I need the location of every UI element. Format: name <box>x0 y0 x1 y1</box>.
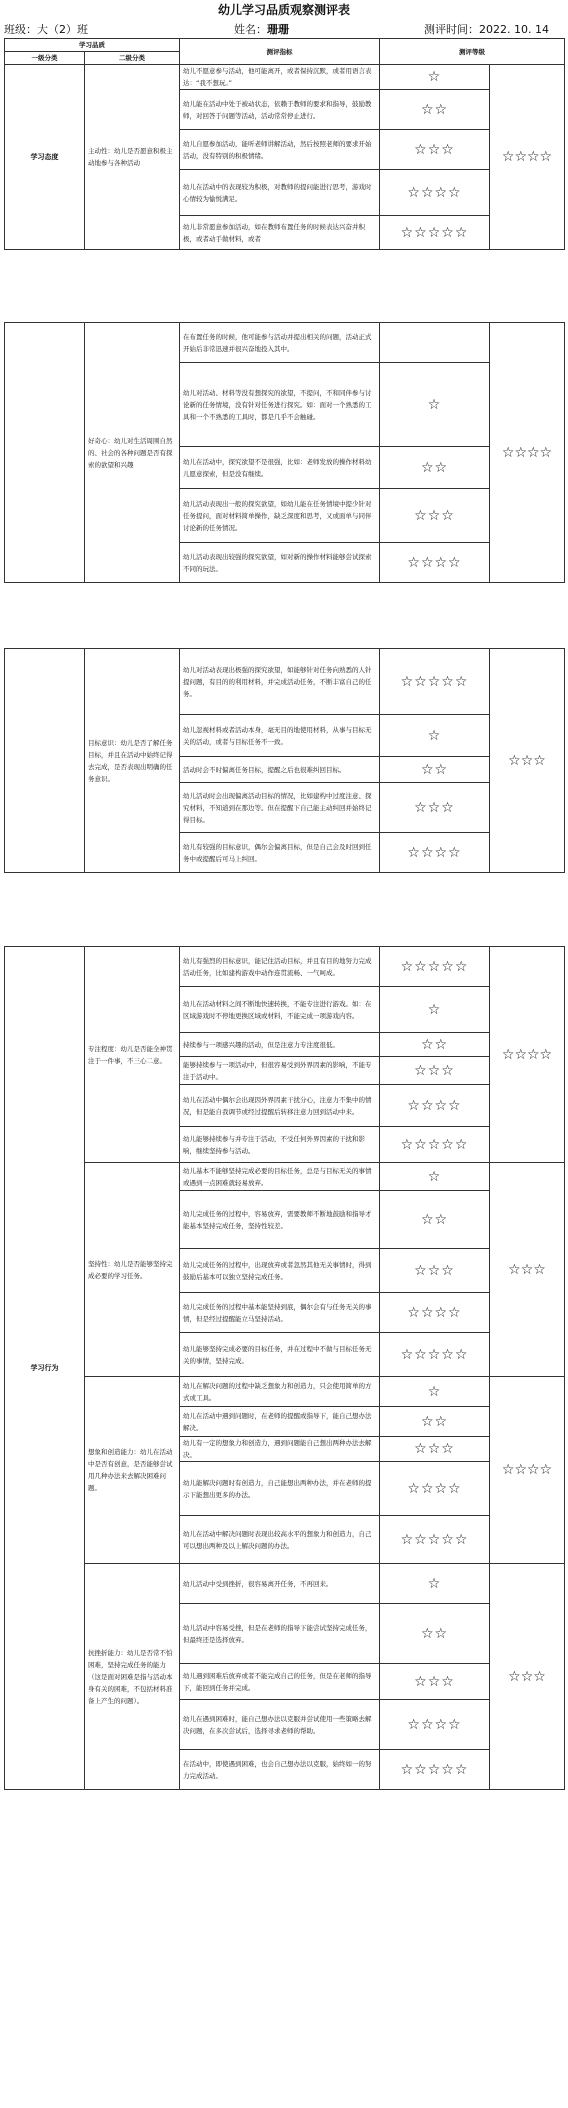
indicator-text: 幼儿能够持续参与并专注于活动，不受任何外界因素的干扰和影响，继续坚持参与活动。 <box>180 1127 380 1163</box>
table-row <box>5 947 565 987</box>
level1-category: 学习态度 <box>5 65 85 250</box>
star-rating-icon: ☆☆☆☆☆ <box>380 649 490 715</box>
table-row <box>5 1564 565 1604</box>
table-row <box>5 65 565 90</box>
star-rating-icon: ☆☆☆☆☆ <box>380 1750 490 1790</box>
table-row <box>5 1163 565 1191</box>
indicator-text: 幼儿在活动中，探究欲望不是很强，比如：老师发放的操作材料幼儿愿意探索，但是没有继续。 <box>180 447 380 489</box>
header-indicator: 测评指标 <box>180 39 380 65</box>
star-rating-icon: ☆ <box>380 987 490 1033</box>
assessed-grade-icon: ☆☆☆☆ <box>490 947 565 1163</box>
indicator-text: 幼儿活动表现出一般的探究欲望，如幼儿能在任务情境中提少针对任务提问，面对材料简单操作，缺乏深度和思考，又或面单与同伴讨论新的任务情况。 <box>180 489 380 543</box>
assessed-grade-icon: ☆☆☆ <box>490 649 565 873</box>
indicator-text: 幼儿在活动中解决问题时表现出较高水平的想象力和创造力，自己可以想出两种及以上解决问题的办法。 <box>180 1516 380 1564</box>
assessed-grade-icon: ☆☆☆ <box>490 1564 565 1790</box>
star-rating-icon: ☆ <box>380 1377 490 1407</box>
indicator-text: 在布置任务的时候，他可能参与活动并提出相关的问题，活动正式开始后非常迅速并很兴奋地投入其中。 <box>180 323 380 363</box>
star-rating-icon: ☆☆ <box>380 1604 490 1664</box>
indicator-text: 幼儿能在活动中处于被动状态，依赖于教师的要求和指导，鼓励教师，对回答于问题等活动，活动常常停止进行。 <box>180 90 380 130</box>
indicator-text: 幼儿忽视材料或者活动本身，毫无目的地使用材料，从事与目标无关的活动，或者与目标任务不一致。 <box>180 715 380 757</box>
indicator-text: 幼儿有较强的目标意识，偶尔会偏离目标，但是自己会及时回到任务中或提醒后可马上纠回。 <box>180 833 380 873</box>
level1-category <box>5 323 85 583</box>
evaluation-table-3 <box>4 648 565 873</box>
star-rating-icon: ☆☆☆☆ <box>380 1462 490 1516</box>
indicator-text: 幼儿非常愿意参加活动，如在教师布置任务的时候表达兴奋并积极，或者动手做材料，或者 <box>180 216 380 250</box>
assessed-grade-icon: ☆☆☆☆ <box>490 65 565 250</box>
indicator-text: 幼儿在遇到困难时，能自己想办法以克服并尝试使用一些策略去解决问题，在多次尝试后，选择寻求老师的帮助。 <box>180 1700 380 1750</box>
indicator-text: 幼儿在解决问题的过程中缺乏想象力和创造力，只会使用简单的方式或工具。 <box>180 1377 380 1407</box>
star-rating-icon: ☆☆☆ <box>380 1057 490 1085</box>
indicator-text: 幼儿有一定的想象力和创造力，遇到问题能自己想出两种办法去解决。 <box>180 1437 380 1462</box>
indicator-text: 活动时会不时偏离任务目标，提醒之后也很难纠回目标。 <box>180 757 380 783</box>
star-rating-icon: ☆☆ <box>380 447 490 489</box>
indicator-text: 持续参与一项感兴趣的活动，但是注意力专注度很低。 <box>180 1033 380 1057</box>
indicator-text: 幼儿自愿参加活动，能听老师讲解活动，然后按照老师的要求开始活动，没有特别的积极情绪。 <box>180 130 380 170</box>
evaluation-table-4 <box>4 946 565 1790</box>
star-rating-icon: ☆☆☆☆ <box>380 1293 490 1333</box>
name-field <box>234 22 289 38</box>
star-rating-icon: ☆☆☆☆☆ <box>380 1127 490 1163</box>
assessed-grade-icon: ☆☆☆ <box>490 1163 565 1377</box>
star-rating-icon: ☆☆ <box>380 90 490 130</box>
indicator-text: 幼儿活动中受到挫折，很容易离开任务，不再回来。 <box>180 1564 380 1604</box>
star-rating-icon: ☆☆☆ <box>380 1437 490 1462</box>
star-rating-icon: ☆☆☆☆ <box>380 1085 490 1127</box>
header-level1: 一级分类 <box>5 52 85 65</box>
star-rating-icon: ☆☆☆☆ <box>380 1700 490 1750</box>
star-rating-icon: ☆ <box>380 1564 490 1604</box>
date-field <box>424 22 549 38</box>
star-rating-icon: ☆☆☆ <box>380 1249 490 1293</box>
level1-category: 学习行为 <box>5 947 85 1790</box>
level2-category: 目标意识：幼儿是否了解任务目标，并且在活动中始终记得去完成，是否表现出明确的任务意识。 <box>85 649 180 873</box>
assessed-grade-icon: ☆☆☆☆ <box>490 1377 565 1564</box>
level2-category: 主动性：幼儿是否愿意积极主动地参与各种活动 <box>85 65 180 250</box>
indicator-text: 幼儿能够坚持完成必要的目标任务，并在过程中不做与目标任务无关的事情，坚持完成。 <box>180 1333 380 1377</box>
star-rating-icon: ☆☆☆ <box>380 489 490 543</box>
header-grade: 测评等级 <box>380 39 565 65</box>
indicator-text: 幼儿活动表现出较强的探究欲望，如对新的操作材料能够尝试探索不同的玩法。 <box>180 543 380 583</box>
header-level2: 二级分类 <box>85 52 180 65</box>
indicator-text: 幼儿遇到困难后放弃或者不能完成自己的任务，但是在老师的指导下，能回到任务并完成。 <box>180 1664 380 1700</box>
star-rating-icon: ☆☆☆☆ <box>380 543 490 583</box>
indicator-text: 幼儿活动中容易受挫，但是在老师的指导下能尝试坚持完成任务，但最终还是选择放弃。 <box>180 1604 380 1664</box>
star-rating-icon: ☆☆☆☆ <box>380 170 490 216</box>
star-rating-icon: ☆ <box>380 715 490 757</box>
indicator-text: 幼儿在活动材料之间不断地快速转换，不能专注进行游戏。如：在区域游戏时不停地更换区域或材料，不能完成一项游戏内容。 <box>180 987 380 1033</box>
indicator-text: 幼儿对活动、材料等没有想探究的欲望，不提问，不和同伴参与讨论新的任务情境，没有针对任务进行探究。如：面对一个熟悉的工具和一个不熟悉的工具时，都是几乎不会触碰。 <box>180 363 380 447</box>
indicator-text: 幼儿完成任务的过程中，容易放弃，需要教师不断地鼓励和指导才能基本坚持完成任务，坚持性较差。 <box>180 1191 380 1249</box>
star-rating-icon: ☆ <box>380 65 490 90</box>
star-rating-icon: ☆ <box>380 363 490 447</box>
indicator-text: 幼儿完成任务的过程中，出现放弃或者忽然其他无关事情时，得到鼓励后基本可以独立坚持完成任务。 <box>180 1249 380 1293</box>
star-rating-icon: ☆☆☆ <box>380 1664 490 1700</box>
star-rating-icon: ☆☆☆☆☆ <box>380 1333 490 1377</box>
indicator-text: 幼儿在活动中遇到问题时，在老师的提醒或指导下，能自己想办法解决。 <box>180 1407 380 1437</box>
table-row <box>5 649 565 715</box>
table-row <box>5 323 565 363</box>
star-rating-icon: ☆☆ <box>380 1033 490 1057</box>
info-bar <box>4 22 564 38</box>
star-rating-icon: ☆☆☆☆ <box>380 833 490 873</box>
level2-category: 抗挫折能力：幼儿是否常不怕困难，坚持完成任务的能力（这是面对困难是指与活动本身有关的困难，不包括材料准备上产生的问题）。 <box>85 1564 180 1790</box>
indicator-text: 能够持续参与一项活动中，但很容易受到外界因素的影响，不能专注于活动中。 <box>180 1057 380 1085</box>
indicator-text: 幼儿完成任务的过程中基本能坚持到底，偶尔会有与任务无关的事情，但是经过提醒能立马坚持活动。 <box>180 1293 380 1333</box>
level1-category <box>5 649 85 873</box>
indicator-text: 幼儿有强烈的目标意识，能记住活动目标，并且有目的地努力完成活动任务，比如建构游戏中动作连贯流畅、一气呵成。 <box>180 947 380 987</box>
level2-category: 好奇心：幼儿对生活周围自然的、社会的各种问题是否有探索的欲望和兴趣 <box>85 323 180 583</box>
page-title: 幼儿学习品质观察测评表 <box>217 3 350 17</box>
indicator-text: 幼儿在活动中的表现较为积极，对教师的提问能进行思考，游戏时心情较为愉悦满足。 <box>180 170 380 216</box>
indicator-text: 幼儿不愿意参与活动，他可能离开，或者保持沉默，或者用语言表达：“我不想玩。” <box>180 65 380 90</box>
evaluation-table-1 <box>4 38 565 250</box>
header-quality: 学习品质 <box>5 39 180 52</box>
star-rating-icon: ☆☆☆☆☆ <box>380 947 490 987</box>
level2-category: 想象和创造能力：幼儿在活动中是否有创意，是否能够尝试用几种办法来去解决困难问题。 <box>85 1377 180 1564</box>
star-rating-icon: ☆☆ <box>380 1407 490 1437</box>
indicator-text: 幼儿能解决问题时有创造力，自己能想出两种办法，并在老师的提示下能想出更多的办法。 <box>180 1462 380 1516</box>
name-value: 珊珊 <box>267 23 289 36</box>
star-rating-icon: ☆ <box>380 1163 490 1191</box>
class-label: 班级：大（2）班 <box>4 23 88 36</box>
star-rating-icon: ☆☆ <box>380 757 490 783</box>
star-rating-icon: ☆☆☆☆☆ <box>380 216 490 250</box>
date-value: 2022. 10. 14 <box>479 23 549 36</box>
indicator-text: 幼儿在活动中偶尔会出现因外界因素干扰分心，注意力不集中的情况，但是能自我调节或经过提醒后转移注意力回到活动中来。 <box>180 1085 380 1127</box>
star-rating-icon: ☆☆☆ <box>380 783 490 833</box>
table-row <box>5 1377 565 1407</box>
date-label: 测评时间： <box>424 23 479 36</box>
level2-category: 坚持性：幼儿是否能够坚持完成必要的学习任务。 <box>85 1163 180 1377</box>
star-rating-icon: ☆☆☆☆☆ <box>380 1516 490 1564</box>
star-rating-icon: ☆☆ <box>380 1191 490 1249</box>
indicator-text: 幼儿活动时会出现偏离活动目标的情况，比如建构中过度注意、探究材料，不知道到在那边等。但在提醒下自己能主动纠回并始终记得目标。 <box>180 783 380 833</box>
indicator-text: 幼儿基本不能够坚持完成必要的目标任务，总是与目标无关的事情或遇到一点困难就轻易放弃。 <box>180 1163 380 1191</box>
assessed-grade-icon: ☆☆☆☆ <box>490 323 565 583</box>
indicator-text: 在活动中，即使遇到困难，也会自己想办法以克服，始终如一的努力完成活动。 <box>180 1750 380 1790</box>
star-rating-icon: ☆☆☆ <box>380 130 490 170</box>
evaluation-table-2 <box>4 322 565 583</box>
star-rating-icon <box>380 323 490 363</box>
level2-category: 专注程度：幼儿是否能全神贯注于一件事，不三心二意。 <box>85 947 180 1163</box>
name-label: 姓名： <box>234 23 267 36</box>
indicator-text: 幼儿对活动表现出极强的探究欲望，如能够针对任务向熟悉的人针提问题，有目的的利用材料，并完成活动任务，不断丰富自己的任务。 <box>180 649 380 715</box>
